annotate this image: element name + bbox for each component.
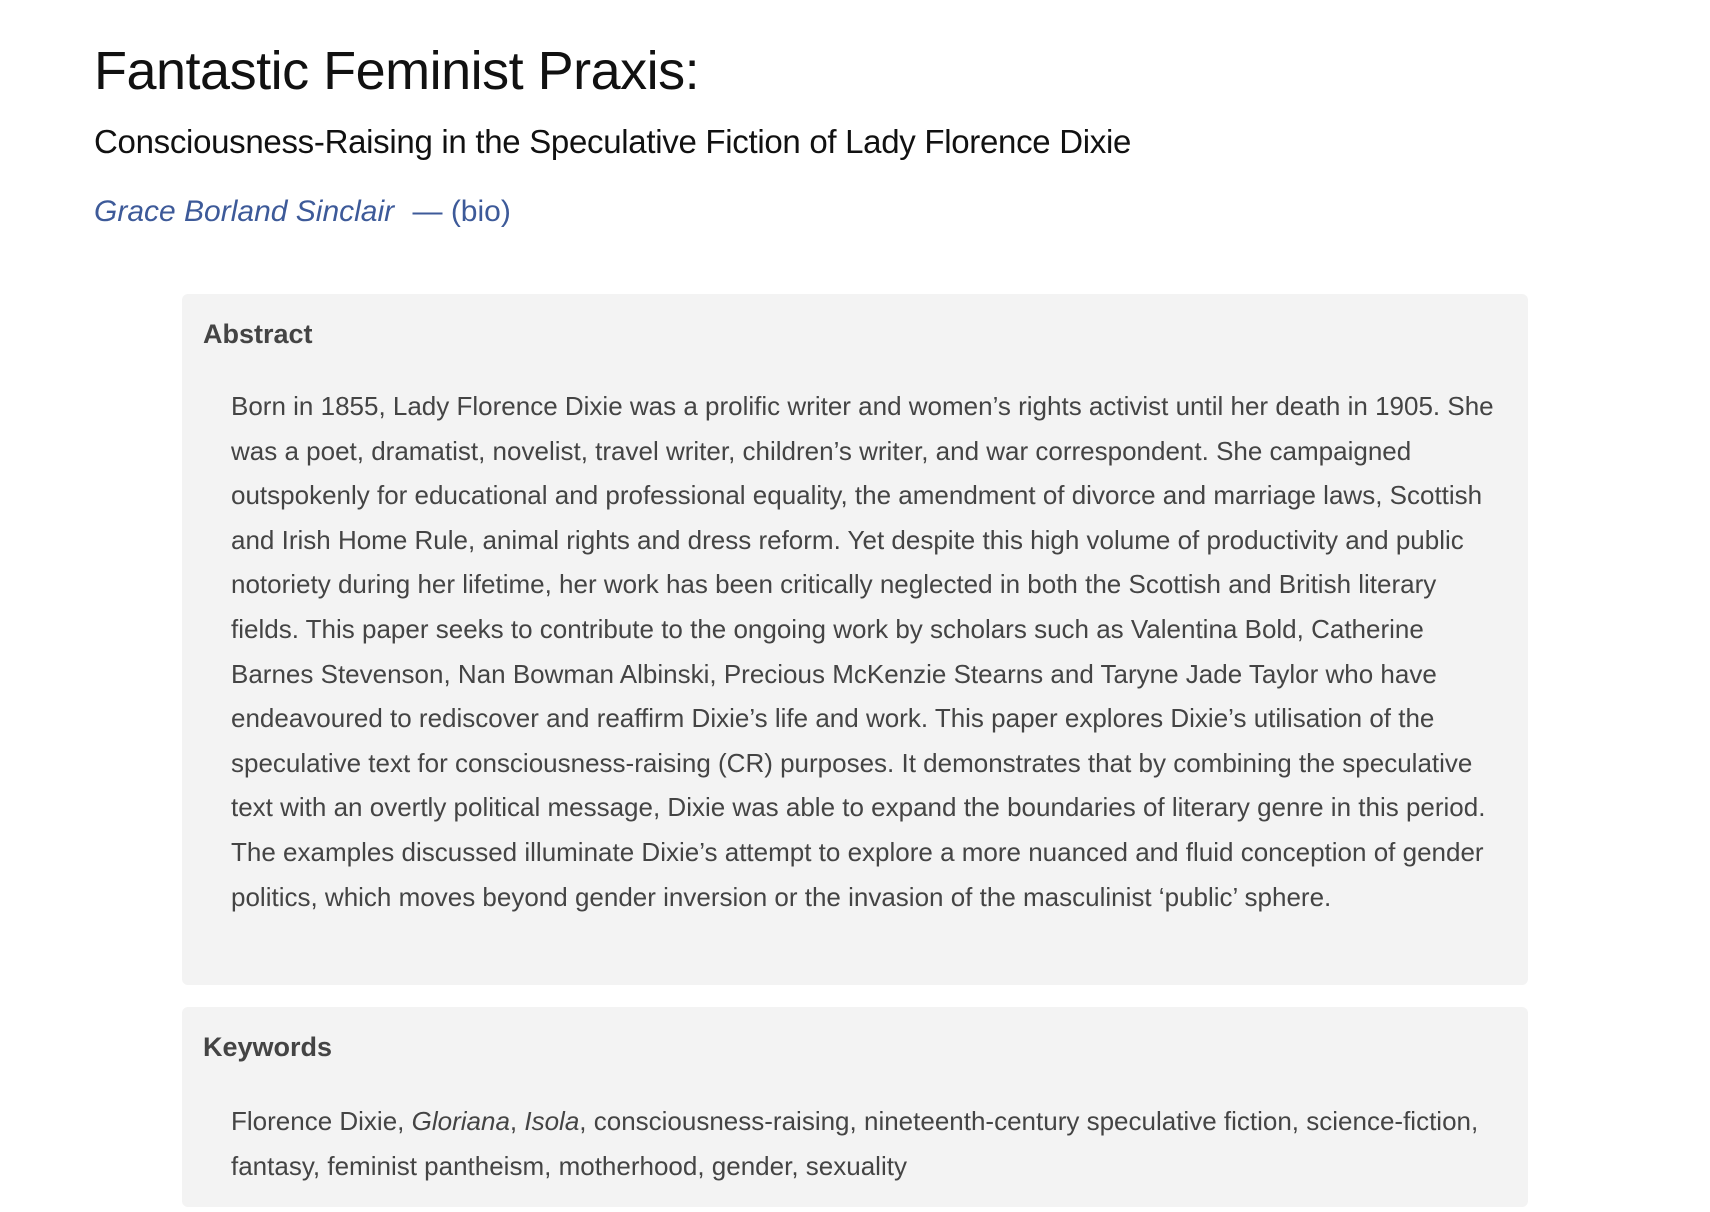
keyword-item: fantasy — [231, 1150, 313, 1181]
byline — [94, 192, 511, 232]
article-title: Fantastic Feminist Praxis: — [94, 41, 700, 101]
abstract-heading: Abstract — [203, 319, 313, 349]
keywords-heading: Keywords — [203, 1032, 333, 1062]
abstract-text: Born in 1855, Lady Florence Dixie was a prolific writer and women’s rights activist until her death in 1905. She was a poet, dramatist, novelist, travel writer, children’s writer, and war correspondent. She campaigned outspokenly for educational and professional equality, the amendment of divorce and marriage laws, Scottish and Irish Home Rule, animal rights and dress reform. Yet despite this high volume of productivity and public notoriety during her lifetime, her work has been critically neglected in both the Scottish and British literary fields. This paper seeks to contribute to the ongoing work by scholars such as Valentina Bold, Catherine Barnes Stevenson, Nan Bowman Albinski, Precious McKenzie Stearns and Taryne Jade Taylor who have endeavoured to rediscover and reaffirm Dixie’s life and work. This paper explores Dixie’s utilisation of the speculative text for consciousness-raising (CR) purposes. It demonstrates that by combining the speculative text with an overtly political message, Dixie was able to expand the boundaries of literary genre in this period. The examples discussed illuminate Dixie’s attempt to explore a more nuanced and fluid conception of gender politics, which moves beyond gender inversion or the invasion of the masculinist ‘public’ sphere. — [231, 391, 1494, 912]
keyword-item: Gloriana — [411, 1106, 510, 1136]
keyword-item: feminist pantheism — [327, 1150, 545, 1181]
article-subtitle: Consciousness-Raising in the Speculative Fiction of Lady Florence Dixie — [94, 123, 1132, 160]
keyword-item: gender — [711, 1150, 792, 1181]
author-link[interactable]: Grace Borland Sinclair — [94, 195, 395, 228]
keyword-item: nineteenth-century speculative fiction — [863, 1106, 1292, 1136]
abstract-panel — [182, 294, 1528, 985]
keyword-item: Florence Dixie — [231, 1106, 398, 1136]
keywords-panel — [182, 1007, 1528, 1207]
keyword-item: motherhood — [558, 1150, 698, 1181]
keywords-list: Florence Dixie, Gloriana, Isola, consciousness-raising, nineteenth-century speculative fiction, science-fiction, fantasy, feminist pantheism, motherhood, gender, sexuality — [231, 1106, 1479, 1181]
keyword-item: science-fiction — [1306, 1106, 1471, 1136]
keyword-item: sexuality — [805, 1150, 907, 1181]
keyword-item: consciousness-raising — [593, 1106, 850, 1136]
bio-link[interactable]: — (bio) — [412, 195, 511, 228]
keyword-item: Isola — [524, 1106, 580, 1136]
